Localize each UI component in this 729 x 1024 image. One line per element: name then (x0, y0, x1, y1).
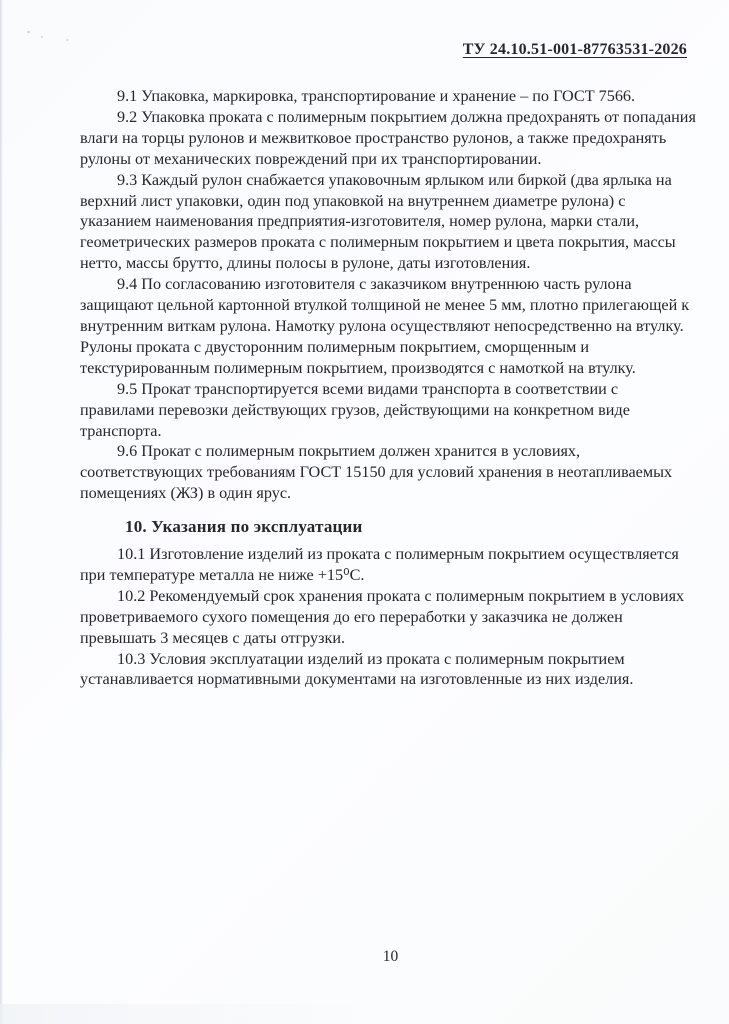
paragraph-10-3: 10.3 Условия эксплуатации изделий из проката с полимерным покрытием устанавливается нормативными документами на изготовленные из них изделия. (80, 649, 634, 689)
paragraph-9-2: 9.2 Упаковка проката с полимерным покрытием должна предохранять от попадания влаги на торцы рулонов и межвитковое пространство рулонов, а также предохранять рулоны от механических повреждений при их транспортировании. (80, 107, 696, 168)
paragraph-9-5: 9.5 Прокат транспортируется всеми видами транспорта в соответствии с правилами перевозки действующих грузов, действующими на конкретном виде транспорта. (80, 379, 630, 440)
document-body (80, 86, 696, 690)
scan-speck (66, 39, 69, 41)
scan-speck (41, 36, 43, 38)
paragraph-9-6: 9.6 Прокат с полимерным покрытием должен хранится в условиях, соответствующих требованиям ГОСТ 15150 для условий хранения в неотапливаемых помещениях (ЖЗ) в один ярус. (80, 442, 673, 503)
paragraph-9-1: 9.1 Упаковка, маркировка, транспортирование и хранение – по ГОСТ 7566. (117, 87, 636, 105)
scan-speck (27, 31, 30, 33)
paragraph-9-3: 9.3 Каждый рулон снабжается упаковочным ярлыком или биркой (два ярлыка на верхний лист упаковки, один под упаковкой на внутреннем диаметре рулона) с указанием наименования предприятия-изготовителя, номер рулона, марки стали, геометрических размеров проката с полимерным покрытием и цвета покрытия, массы нетто, массы брутто, длины полосы в рулоне, даты изготовления. (80, 170, 676, 273)
section-10-heading: 10. Указания по эксплуатации (125, 517, 363, 537)
paragraph-10-2: 10.2 Рекомендуемый срок хранения проката с полимерным покрытием в условиях проветриваемого сухого помещения до его переработки у заказчика не должен превышать 3 месяцев с даты отгрузки. (80, 586, 685, 647)
document-number: ТУ 24.10.51-001-87763531-2026 (462, 41, 687, 58)
scan-edge-left (0, 0, 3, 1024)
scan-edge-bottom (0, 1004, 380, 1024)
page-number: 10 (382, 948, 399, 965)
paragraph-10-1: 10.1 Изготовление изделий из проката с полимерным покрытием осуществляется при температуре металла не ниже +15⁰С. (80, 545, 679, 584)
paragraph-9-4: 9.4 По согласованию изготовителя с заказчиком внутреннюю часть рулона защищают цельной картонной втулкой толщиной не менее 5 мм, плотно прилегающей к внутренним виткам рулона. Намотку рулона осуществляют непосредственно на втулку. Рулоны проката с двусторонним полимерным покрытием, сморщенным и текстурированным полимерным покрытием, производятся с намоткой на втулку. (80, 275, 690, 377)
